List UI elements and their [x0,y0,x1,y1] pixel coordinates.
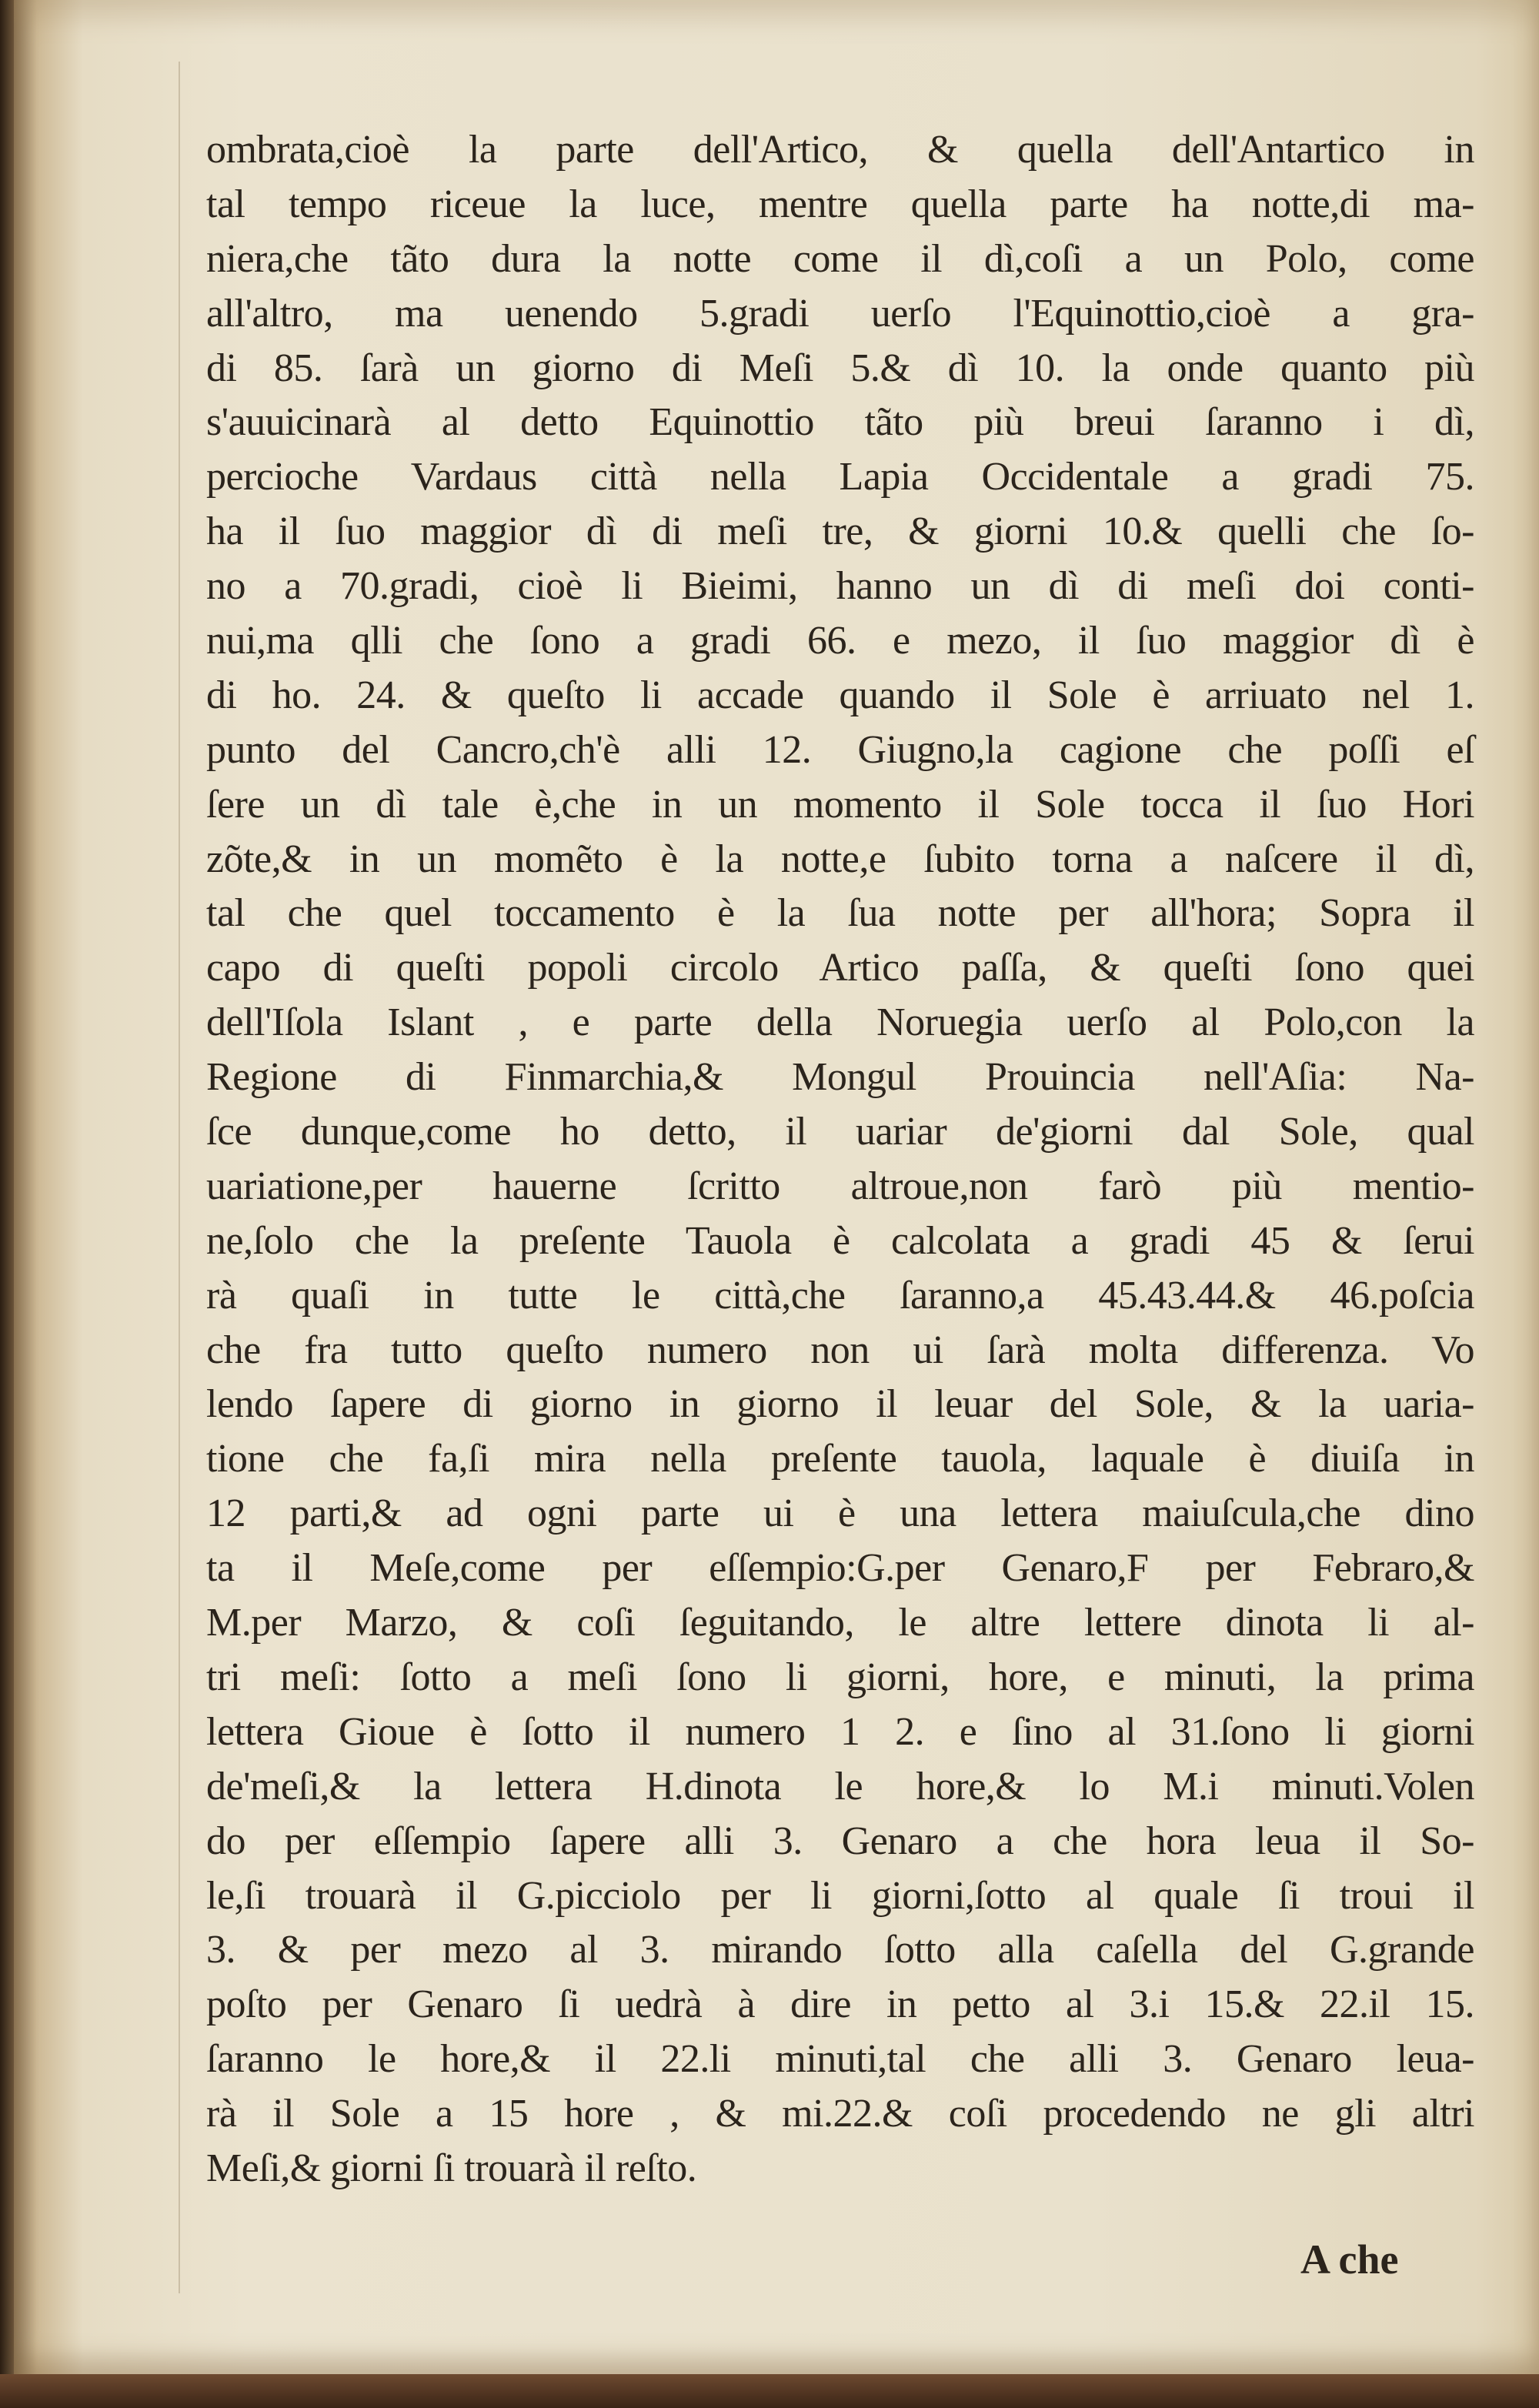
text-line: ombrata,cioè la parte dell'Artico, & quella dell'Antartico in [206,128,1474,172]
text-line: rà il Sole a 15 hore , & mi.22.& coſi procedendo ne gli altri [206,2092,1474,2136]
text-line: ſere un dì tale è,che in un momento il Sole tocca il ſuo Hori [206,782,1474,827]
text-line: che fra tutto queſto numero non ui ſarà molta differenza. Vo [206,1328,1474,1372]
text-line: tione che fa,ſi mira nella preſente tauola, laquale è diuiſa in [206,1437,1474,1481]
text-line: nui,ma qlli che ſono a gradi 66. e mezo, il ſuo maggior dì è [206,619,1474,663]
text-line: de'meſi,& la lettera H.dinota le hore,& lo M.i minuti.Volen [206,1764,1474,1809]
text-line: ſce dunque,come ho detto, il uariar de'giorni dal Sole, qual [206,1110,1474,1154]
text-line: rà quaſi in tutte le città,che ſaranno,a 45.43.44.& 46.poſcia [206,1273,1474,1318]
text-line: dell'Iſola Islant , e parte della Noruegia uerſo al Polo,con la [206,1000,1474,1045]
text-line: zõte,& in un momẽto è la notte,e ſubito torna a naſcere il dì, [206,837,1474,881]
text-line: tal che quel toccamento è la ſua notte per all'hora; Sopra il [206,891,1474,936]
text-line: do per eſſempio ſapere alli 3. Genaro a che hora leua il So- [206,1819,1474,1863]
text-line: all'altro, ma uenendo 5.gradi uerſo l'Equinottio,cioè a gra- [206,291,1474,336]
text-line: niera,che tãto dura la notte come il dì,coſi a un Polo, come [206,236,1474,281]
text-line: ha il ſuo maggior dì di meſi tre, & giorni 10.& quelli che ſo- [206,509,1474,554]
text-line: Regione di Finmarchia,& Mongul Prouincia nell'Aſia: Na- [206,1055,1474,1100]
text-line: di ho. 24. & queſto li accade quando il Sole è arriuato nel 1. [206,673,1474,717]
text-line: tal tempo riceue la luce, mentre quella parte ha notte,di ma- [206,182,1474,226]
text-line: lendo ſapere di giorno in giorno il leuar del Sole, & la uaria- [206,1382,1474,1427]
text-line: M.per Marzo, & coſi ſeguitando, le altre lettere dinota li al- [206,1601,1474,1645]
page-bottom-edge [0,2374,1539,2408]
text-line: 3. & per mezo al 3. mirando ſotto alla caſella del G.grande [206,1928,1474,1972]
catchword: A che [1300,2236,1399,2283]
text-line: s'auuicinarà al detto Equinottio tãto più breui ſaranno i dì, [206,400,1474,445]
text-line: ne,ſolo che la preſente Tauola è calcolata a gradi 45 & ſerui [206,1218,1474,1263]
book-gutter [0,0,14,2408]
margin-rule [179,62,180,2293]
text-line: capo di queſti popoli circolo Artico paſſa, & queſti ſono quei [206,946,1474,990]
text-line: di 85. ſarà un giorno di Meſi 5.& dì 10. la onde quanto più [206,346,1474,390]
text-line: percioche Vardaus città nella Lapia Occidentale a gradi 75. [206,455,1474,499]
text-line: tri meſi: ſotto a meſi ſono li giorni, hore, e minuti, la prima [206,1655,1474,1699]
text-line: 12 parti,& ad ogni parte ui è una lettera maiuſcula,che dino [206,1491,1474,1536]
text-line: lettera Gioue è ſotto il numero 1 2. e ſino al 31.ſono li giorni [206,1709,1474,1754]
text-line: uariatione,per hauerne ſcritto altroue,non farò più mentio- [206,1164,1474,1208]
text-line: punto del Cancro,ch'è alli 12. Giugno,la cagione che poſſi eſ [206,727,1474,772]
body-text [206,123,1474,2196]
text-line: poſto per Genaro ſi uedrà à dire in petto al 3.i 15.& 22.il 15. [206,1982,1474,2027]
text-line: le,ſi trouarà il G.picciolo per li giorni,ſotto al quale ſi troui il [206,1873,1474,1918]
text-line: ſaranno le hore,& il 22.li minuti,tal che alli 3. Genaro leua- [206,2037,1474,2082]
text-line: ta il Meſe,come per eſſempio:G.per Genaro,F per Febraro,& [206,1546,1474,1591]
text-line: no a 70.gradi, cioè li Bieimi, hanno un dì di meſi doi conti- [206,564,1474,609]
text-line: Meſi,& giorni ſi trouarà il reſto. [206,2146,697,2190]
